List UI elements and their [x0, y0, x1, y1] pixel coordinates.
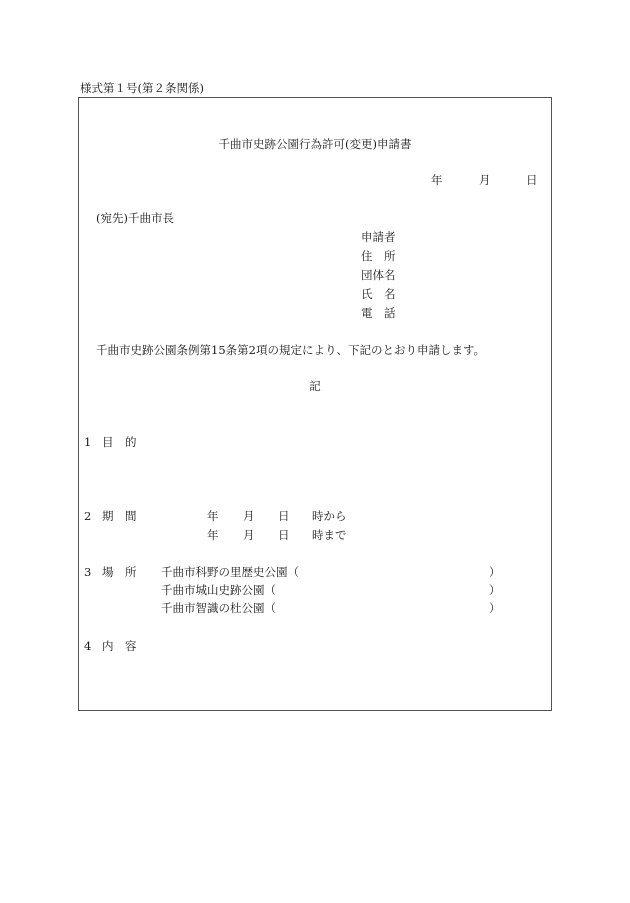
date-month: 月 — [479, 173, 491, 187]
period-to-month: 月 — [243, 528, 255, 542]
ki-heading: 記 — [309, 379, 321, 393]
item-number: 2 — [84, 509, 92, 523]
park-chishiki: 千曲市智識の杜公園（ — [161, 601, 276, 615]
date-year: 年 — [431, 173, 443, 187]
item-label: 場 所 — [102, 565, 137, 579]
park-chishiki-close: ） — [489, 601, 501, 615]
park-shiroyama-close: ） — [489, 583, 501, 597]
form-number: 様式第１号(第２条関係) — [80, 81, 204, 95]
period-from-suffix: 時から — [312, 509, 347, 523]
applicant-address: 住 所 — [361, 249, 396, 263]
item-label: 目 的 — [102, 435, 137, 449]
applicant-phone: 電 話 — [361, 306, 396, 320]
park-shiroyama: 千曲市城山史跡公園（ — [161, 583, 276, 597]
item-label: 内 容 — [102, 639, 137, 653]
application-form-box — [78, 97, 552, 711]
item-number: 4 — [84, 639, 92, 653]
period-from-day: 日 — [278, 509, 290, 523]
addressee: (宛先)千曲市長 — [96, 211, 174, 225]
period-from-year: 年 — [207, 509, 219, 523]
park-shinano: 千曲市科野の里歴史公園（ — [161, 565, 299, 579]
item-number: 1 — [84, 435, 92, 449]
park-shinano-close: ） — [489, 565, 501, 579]
date-day: 日 — [526, 173, 538, 187]
applicant-name: 氏 名 — [361, 287, 396, 301]
item-number: 3 — [84, 565, 92, 579]
applicant-organization: 団体名 — [361, 268, 396, 282]
form-title: 千曲市史跡公園行為許可(変更)申請書 — [218, 137, 412, 151]
period-to-year: 年 — [207, 528, 219, 542]
applicant-heading: 申請者 — [361, 230, 396, 244]
period-from-month: 月 — [243, 509, 255, 523]
statement: 千曲市史跡公園条例第15条第2項の規定により、下記のとおり申請します。 — [96, 343, 486, 357]
period-to-suffix: 時まで — [312, 528, 347, 542]
item-label: 期 間 — [102, 509, 137, 523]
period-to-day: 日 — [278, 528, 290, 542]
